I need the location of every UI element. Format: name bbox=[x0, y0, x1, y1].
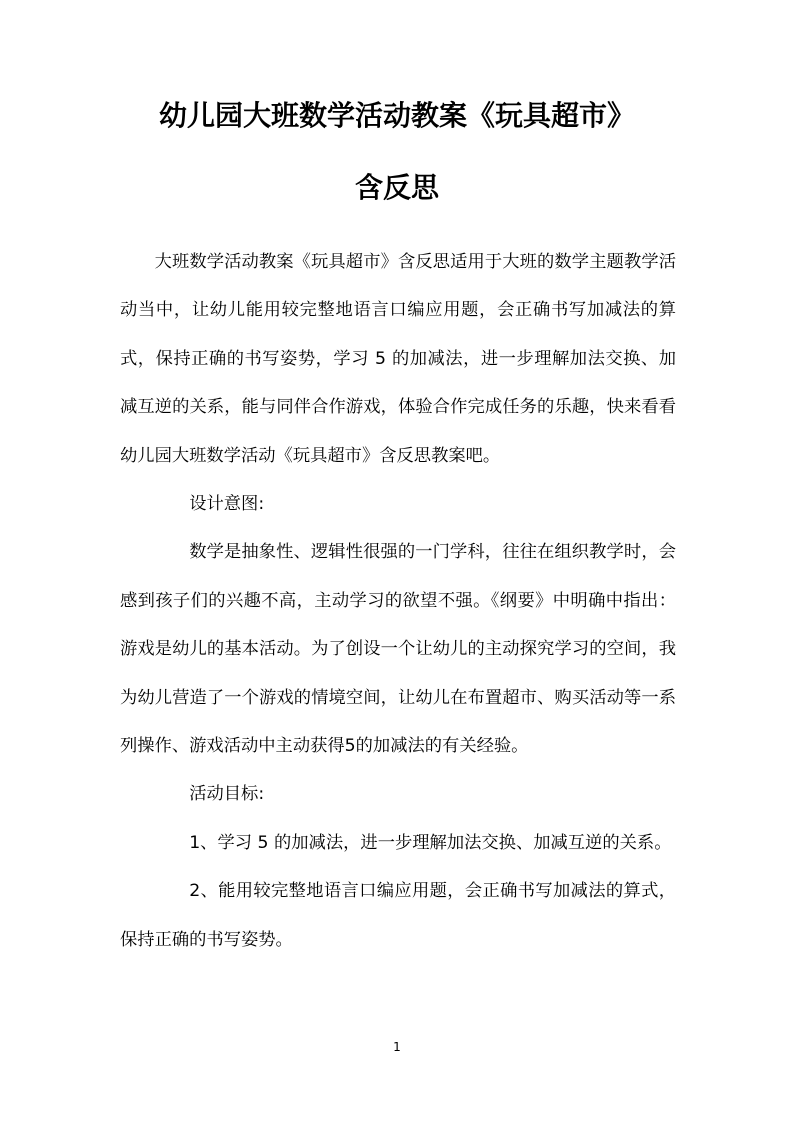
goal-item-1: 1、学习 5 的加减法，进一步理解加法交换、加减互逆的关系。 bbox=[189, 832, 672, 853]
page-number: 1 bbox=[393, 1040, 401, 1054]
goal-item-2: 2、能用较完整地语言口编应用题，会正确书写加减法的算式，保持正确的书写姿势。 bbox=[120, 881, 676, 950]
document-body bbox=[120, 238, 676, 964]
document-title-line-2: 含反思 bbox=[354, 171, 439, 204]
heading-design-intent: 设计意图: bbox=[189, 494, 265, 515]
heading-activity-goals: 活动目标: bbox=[189, 784, 265, 805]
paragraph-intro: 大班数学活动教案《玩具超市》含反思适用于大班的数学主题教学活动当中，让幼儿能用较完整地语言口编应用题，会正确书写加减法的算式，保持正确的书写姿势，学习 5 的加减法，进一步理解加法交换、加减互逆的关系，能与同伴合作游戏，体验合作完成任务的乐趣，快来看看幼儿园大班数学活动《玩具超市》含反思教案吧。 bbox=[120, 252, 676, 466]
document-title-line-1: 幼儿园大班数学活动教案《玩具超市》 bbox=[158, 99, 635, 132]
paragraph-design-intent: 数学是抽象性、逻辑性很强的一门学科，往往在组织教学时，会感到孩子们的兴趣不高，主动学习的欲望不强。《纲要》中明确中指出：游戏是幼儿的基本活动。为了创设一个让幼儿的主动探究学习的空间，我为幼儿营造了一个游戏的情境空间，让幼儿在布置超市、购买活动等一系列操作、游戏活动中主动获得5的加减法的有关经验。 bbox=[120, 542, 676, 757]
